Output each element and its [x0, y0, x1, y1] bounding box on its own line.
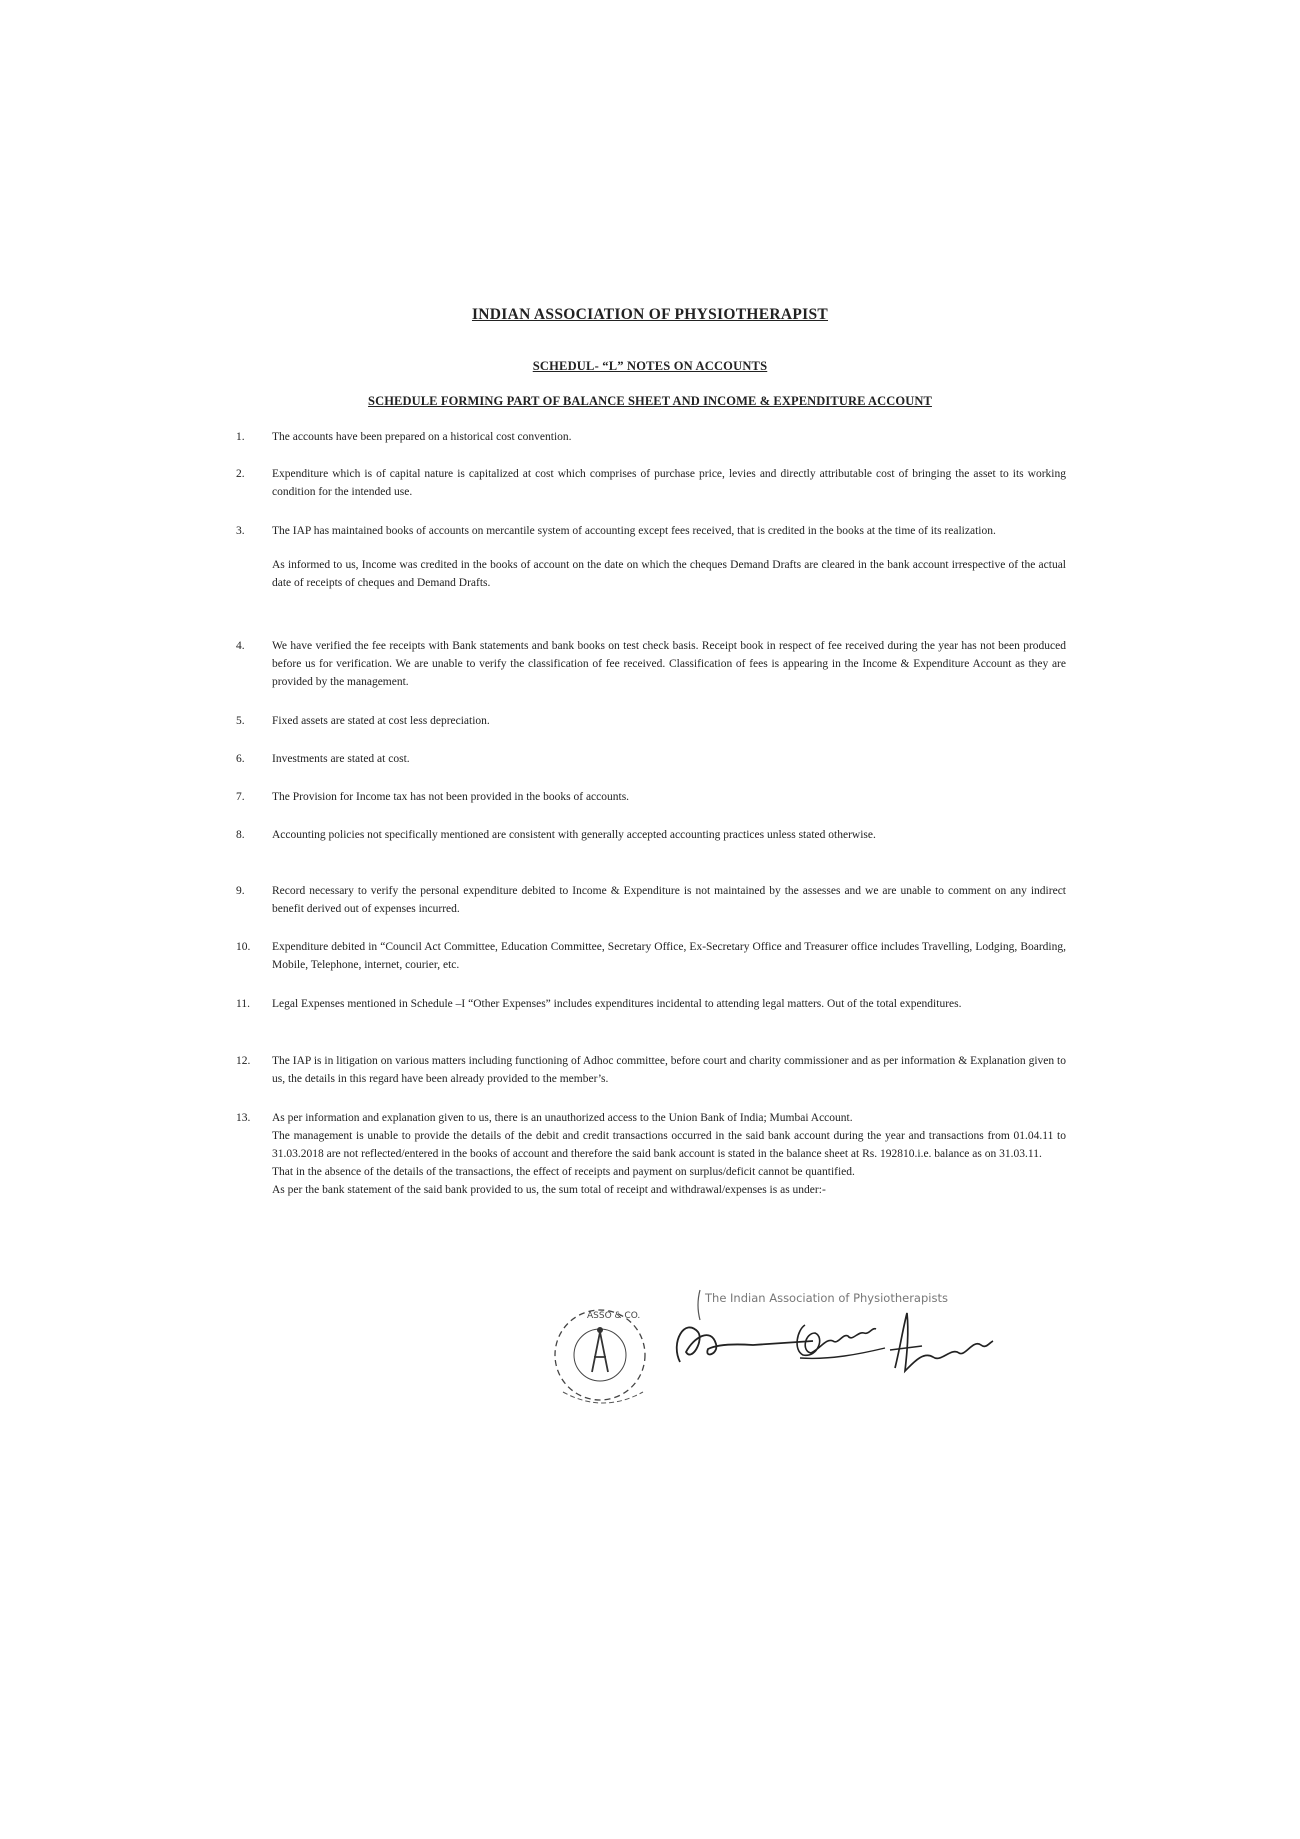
note-text: Fixed assets are stated at cost less depreciation.	[272, 715, 490, 727]
note-text: The IAP has maintained books of accounts on mercantile system of accounting except fees received, that is credited in the books at the time of its realization.	[272, 525, 996, 537]
note-number: 11.	[236, 998, 250, 1010]
note-1	[236, 428, 1066, 446]
note-6	[236, 750, 1066, 768]
note-text: Legal Expenses mentioned in Schedule –I “Other Expenses” includes expenditures incidental to attending legal matters. Out of the total expenditures.	[272, 998, 962, 1010]
note-7	[236, 788, 1066, 806]
note-text: Expenditure debited in “Council Act Committee, Education Committee, Secretary Office, Ex-Secretary Office and Treasurer office includes Travelling, Lodging, Boarding, Mobile, Telephone, internet, courier, etc.	[272, 941, 1066, 971]
note-number: 3.	[236, 525, 245, 537]
note-9	[236, 882, 1066, 918]
note-text: Investments are stated at cost.	[272, 753, 410, 765]
note-number: 6.	[236, 753, 245, 765]
note-number: 4.	[236, 640, 245, 652]
seal-and-signatures	[545, 1280, 1005, 1430]
note-text-continued: As informed to us, Income was credited in the books of account on the date on which the cheques Demand Drafts are cleared in the bank account irrespective of the actual date of receipts of cheques and Demand Drafts.	[272, 559, 1066, 589]
document-title: INDIAN ASSOCIATION OF PHYSIOTHERAPIST	[471, 306, 829, 323]
note-text-continued: The management is unable to provide the details of the debit and credit transactions occurred in the said bank account during the year and transactions from 01.04.11 to 31.03.2018 are not reflected/entered in the books of account and therefore the said bank account is stated in the balance sheet at Rs. 192810.i.e. balance as on 31.03.11.	[272, 1130, 1066, 1160]
note-12	[236, 1052, 1066, 1088]
note-text-continued: That in the absence of the details of the transactions, the effect of receipts and payment on surplus/deficit cannot be quantified.	[272, 1166, 855, 1178]
schedule-subheading: SCHEDULE FORMING PART OF BALANCE SHEET AND INCOME & EXPENDITURE ACCOUNT	[368, 394, 932, 408]
note-text: Expenditure which is of capital nature is capitalized at cost which comprises of purchase price, levies and directly attributable cost of bringing the asset to its working condition for the intended use.	[272, 468, 1066, 498]
note-8	[236, 826, 1066, 844]
signature-3	[890, 1313, 993, 1371]
note-4	[236, 637, 1066, 691]
note-number: 2.	[236, 468, 245, 480]
note-number: 8.	[236, 829, 245, 841]
note-number: 12.	[236, 1055, 251, 1067]
auditor-seal	[555, 1310, 645, 1403]
seal-text: ASSO & CO.	[587, 1311, 641, 1321]
signature-1	[677, 1327, 813, 1362]
note-number: 10.	[236, 941, 251, 953]
note-text-continued: As per the bank statement of the said bank provided to us, the sum total of receipt and withdrawal/expenses is as under:-	[272, 1184, 826, 1196]
note-10	[236, 938, 1066, 974]
note-text: We have verified the fee receipts with Bank statements and bank books on test check basis. Receipt book in respect of fee received during the year has not been produced before us for verification. We are unable to verify the classification of fee received. Classification of fees is appearing in the Income & Expenditure Account as they are provided by the management.	[272, 640, 1066, 688]
note-5	[236, 712, 1066, 730]
note-3	[236, 522, 1066, 592]
stamp-organisation-line: The Indian Association of Physiotherapists	[705, 1291, 948, 1305]
note-11	[236, 995, 1066, 1013]
note-number: 9.	[236, 885, 245, 897]
note-number: 7.	[236, 791, 245, 803]
schedule-heading: SCHEDUL- “L” NOTES ON ACCOUNTS	[532, 359, 768, 373]
note-text: Accounting policies not specifically mentioned are consistent with generally accepted accounting practices unless stated otherwise.	[272, 829, 876, 841]
note-text: The Provision for Income tax has not been provided in the books of accounts.	[272, 791, 630, 803]
note-number: 13.	[236, 1112, 251, 1124]
note-text: As per information and explanation given to us, there is an unauthorized access to the Union Bank of India; Mumbai Account.	[272, 1112, 853, 1124]
note-2	[236, 465, 1066, 501]
note-13	[236, 1109, 1066, 1199]
note-number: 5.	[236, 715, 245, 727]
note-text: Record necessary to verify the personal expenditure debited to Income & Expenditure is not maintained by the assesses and we are unable to comment on any indirect benefit derived out of expenses incurred.	[272, 885, 1066, 915]
note-number: 1.	[236, 431, 245, 443]
note-text: The accounts have been prepared on a historical cost convention.	[272, 431, 572, 443]
note-text: The IAP is in litigation on various matters including functioning of Adhoc committee, before court and charity commissioner and as per information & Explanation given to us, the details in this regard have been already provided to the member’s.	[272, 1055, 1066, 1085]
